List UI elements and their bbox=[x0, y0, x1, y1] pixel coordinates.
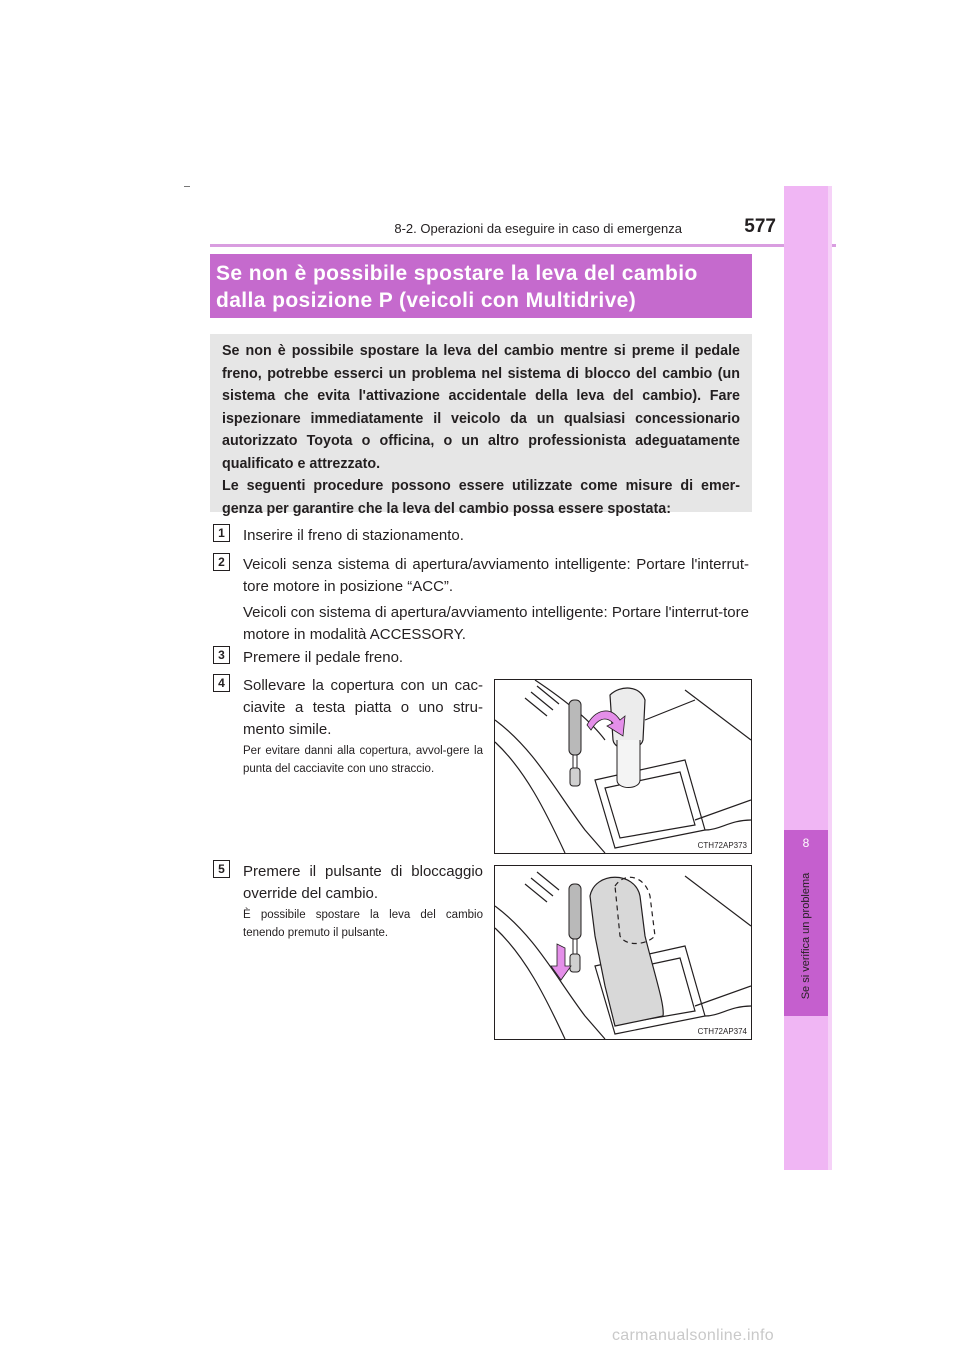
figure-lift-cover bbox=[494, 679, 752, 854]
chapter-title: Se si verifica un problema bbox=[800, 872, 812, 1000]
chapter-number: 8 bbox=[802, 836, 810, 850]
section-title bbox=[216, 260, 750, 314]
section-heading: 8-2. Operazioni da eseguire in caso di emergenza bbox=[394, 221, 682, 236]
shift-lock-override-illustration bbox=[495, 866, 751, 1039]
step-2-text-smart: Veicoli con sistema di apertura/avviamento intelligente: Portare l'interrut-tore motore in modalità ACCESSORY. bbox=[243, 604, 749, 643]
step-4-note: Per evitare danni alla copertura, avvol-gere la punta del cacciavite con uno straccio. bbox=[243, 745, 483, 775]
step-5-note: È possibile spostare la leva del cambio tenendo premuto il pulsante. bbox=[243, 909, 483, 939]
step-number-5: 5 bbox=[213, 860, 230, 878]
page-number: 577 bbox=[744, 216, 776, 237]
intro-box bbox=[210, 334, 752, 517]
step-5-text: Premere il pulsante di bloccaggio override del cambio. bbox=[243, 863, 483, 902]
section-title-line2: dalla posizione P (veicoli con Multidrive) bbox=[216, 289, 637, 312]
section-title-box bbox=[210, 254, 752, 318]
margin-mark bbox=[184, 186, 190, 187]
watermark-text: carmanualsonline.info bbox=[612, 1327, 774, 1344]
shifter-cover-illustration bbox=[495, 680, 751, 853]
figure-code-1: CTH72AP373 bbox=[697, 841, 747, 850]
step-number-3: 3 bbox=[213, 646, 230, 664]
step-2-text: Veicoli senza sistema di apertura/avviamento intelligente: Portare l'interrut-tore motore in posizione “ACC”. bbox=[243, 556, 749, 595]
figure-override-button bbox=[494, 865, 752, 1040]
chapter-title-container bbox=[784, 856, 828, 1016]
step-number-4: 4 bbox=[213, 674, 230, 692]
intro-paragraph-1: Se non è possibile spostare la leva del cambio mentre si preme il pedale freno, potrebbe esserci un problema nel sistema di blocco del cambio (un sistema che evita l'attivazione accidentale della leva del cambio). Fare ispezionare immediatamente il veicolo da un qualsiasi concessionario autorizzato Toyota o officina, o un altro professionista adeguatamente qualificato e attrezzato. bbox=[222, 343, 740, 472]
step-number-1: 1 bbox=[213, 524, 230, 542]
chapter-sidebar bbox=[784, 186, 828, 1170]
step-number-2: 2 bbox=[213, 553, 230, 571]
figure-code-2: CTH72AP374 bbox=[697, 1027, 747, 1036]
step-1-text: Inserire il freno di stazionamento. bbox=[243, 527, 464, 544]
intro-text bbox=[222, 340, 740, 520]
header-divider bbox=[210, 244, 836, 247]
section-title-line1: Se non è possibile spostare la leva del cambio bbox=[216, 262, 698, 285]
intro-paragraph-2: Le seguenti procedure possono essere utilizzate come misure di emer-genza per garantire che la leva del cambio possa essere spostata: bbox=[222, 478, 740, 517]
step-4-text: Sollevare la copertura con un cac-ciavite a testa piatta o uno stru-mento simile. bbox=[243, 677, 483, 738]
step-3-text: Premere il pedale freno. bbox=[243, 649, 404, 666]
sidebar-edge bbox=[828, 186, 832, 1170]
